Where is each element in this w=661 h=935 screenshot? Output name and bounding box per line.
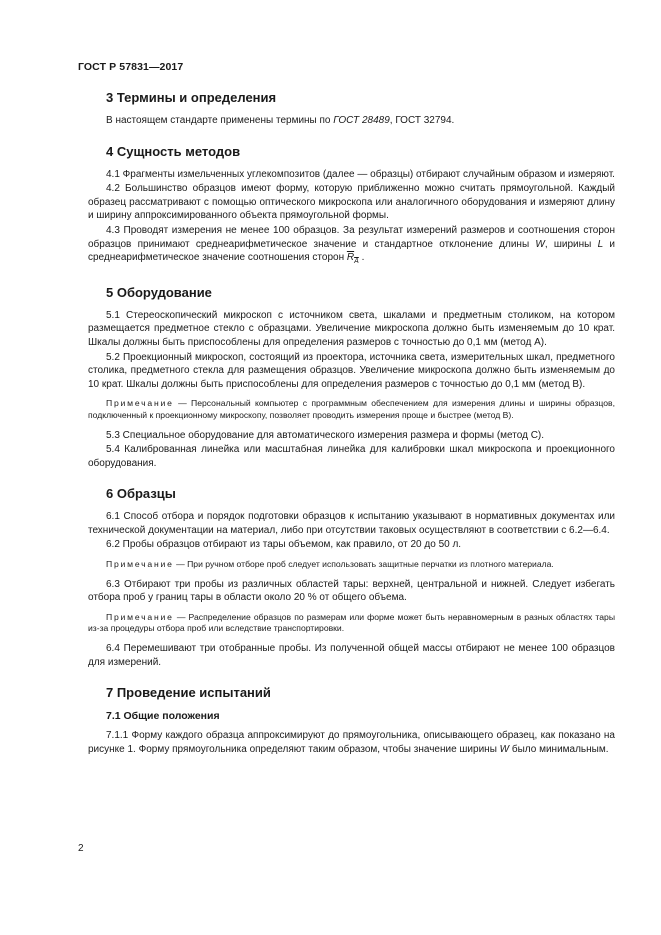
page-number: 2 <box>78 843 84 854</box>
clause-4-3 <box>88 224 615 269</box>
clause-6-1: 6.1 Способ отбора и порядок подготовки образцов к испытанию указывают в нормативных документах или технической документации на материал, либо при отсутствии таковых осуществляют в соответствии с 6.2—6.4. <box>88 511 615 536</box>
text-run: , ширины <box>544 238 598 250</box>
clause-5-3: 5.3 Специальное оборудование для автоматического измерения размера и формы (метод С). <box>106 429 545 441</box>
note-label: Примечание <box>106 559 174 570</box>
note-text: — При ручном отборе проб следует использовать защитные перчатки из плотного материала. <box>173 559 554 570</box>
subsection-7-1-title: 7.1 Общие положения <box>106 710 220 723</box>
text-run: 7.1.1 Форму каждого образца аппроксимируют до прямоугольника, описывающего образец, как показано на рисунке 1. Форму прямоугольника определяют таким образом, чтобы значение ширины <box>88 730 615 755</box>
document-header: ГОСТ Р 57831—2017 <box>78 61 184 73</box>
text-run: было минимальным. <box>509 743 609 755</box>
section-4-title: 4 Сущность методов <box>106 143 241 159</box>
clause-6-3: 6.3 Отбирают три пробы из различных областей тары: верхней, центральной и нижней. Следует избегать отбора проб у границ тары в области около 20 % от общего объема. <box>88 578 615 604</box>
note-text: — Распределение образцов по размерам или форме может быть неравномерным в разных областях тары из-за процедуры отбора проб или вследствие транспортировки. <box>88 611 615 634</box>
note-6-3 <box>88 612 615 635</box>
section-3-title: 3 Термины и определения <box>106 90 277 105</box>
clause-6-2: 6.2 Пробы образцов отбирают из тары объемом, как правило, от 20 до 50 л. <box>106 539 462 551</box>
clause-7-1-1 <box>88 729 615 756</box>
symbol-r: R <box>346 252 355 264</box>
section-6 <box>88 486 615 669</box>
document-body <box>88 90 615 772</box>
text-run: . <box>358 252 365 264</box>
text-run: В настоящем стандарте применены термины по <box>106 115 334 126</box>
symbol-aspect-ratio <box>346 252 359 266</box>
clause-6-4: 6.4 Перемешивают три отобранные пробы. Из полученной общей массы отбирают не менее 100 образцов для измерений. <box>88 643 615 668</box>
clause-4-1: 4.1 Фрагменты измельченных углекомпозитов (далее — образцы) отбирают случайным образом и измеряют. <box>106 168 615 180</box>
text-run: 4.3 Проводят измерения не менее 100 образцов. За результат измерений размеров и соотношения сторон образцов принимают среднеарифметическое значение и стандартное отклонение длины <box>88 224 615 250</box>
note-label: Примечание <box>106 398 174 409</box>
symbol-width: W <box>535 238 545 250</box>
symbol-subscript: A <box>354 258 359 266</box>
section-4 <box>88 144 615 269</box>
standard-reference: ГОСТ 28489 <box>333 115 390 126</box>
symbol-length: L <box>597 238 604 250</box>
note-6-2 <box>88 559 615 571</box>
section-3 <box>88 90 615 128</box>
symbol-width: W <box>499 743 510 755</box>
section-7-title: 7 Проведение испытаний <box>106 685 271 701</box>
clause-5-1: 5.1 Стереоскопический микроскоп с источником света, шкалами и предметным столиком, на котором размещается предметное стекло с образцами. Увеличение микроскопа должно быть изменяемым до 10 крат. Шкалы должны быть приспособлены для определения размеров с точностью до 0,1 мм (метод А). <box>88 309 615 348</box>
text-run: , ГОСТ 32794. <box>389 115 455 126</box>
note-5 <box>88 398 615 421</box>
clause-5-2: 5.2 Проекционный микроскоп, состоящий из проектора, источника света, измерительных шкал, предметного столика, предметного стекла для размещения образцов. Увеличение микроскопа должно быть изменяемым до 10 крат. Шкалы должны быть приспособлены для определения размеров с точностью до 0,1 мм (метод В). <box>88 351 615 390</box>
note-text: — Персональный компьютер с программным обеспечением для измерения длины и ширины образцов, подключенный к проекционному микроскопу, позволяет проводить измерения проще и быстрее (метод В). <box>88 398 615 420</box>
clause-4-2: 4.2 Большинство образцов имеют форму, которую приближенно можно считать прямоугольной. Каждый образец рассматривают с помощью оптического микроскопа или аналогичного оборудования и измеряют длину и ширину аппроксимированного объекта прямоугольной формы. <box>88 183 615 222</box>
section-5 <box>88 285 615 471</box>
section-6-title: 6 Образцы <box>106 486 176 502</box>
section-7 <box>88 685 615 756</box>
section-3-paragraph-1 <box>88 114 615 128</box>
text-run: и среднеарифметическое значение соотношения сторон <box>88 238 615 264</box>
note-label: Примечание <box>106 611 174 622</box>
clause-5-4: 5.4 Калиброванная линейка или масштабная линейка для калибровки шкал микроскопа и проекционного оборудования. <box>88 444 615 469</box>
section-5-title: 5 Оборудование <box>106 284 212 300</box>
